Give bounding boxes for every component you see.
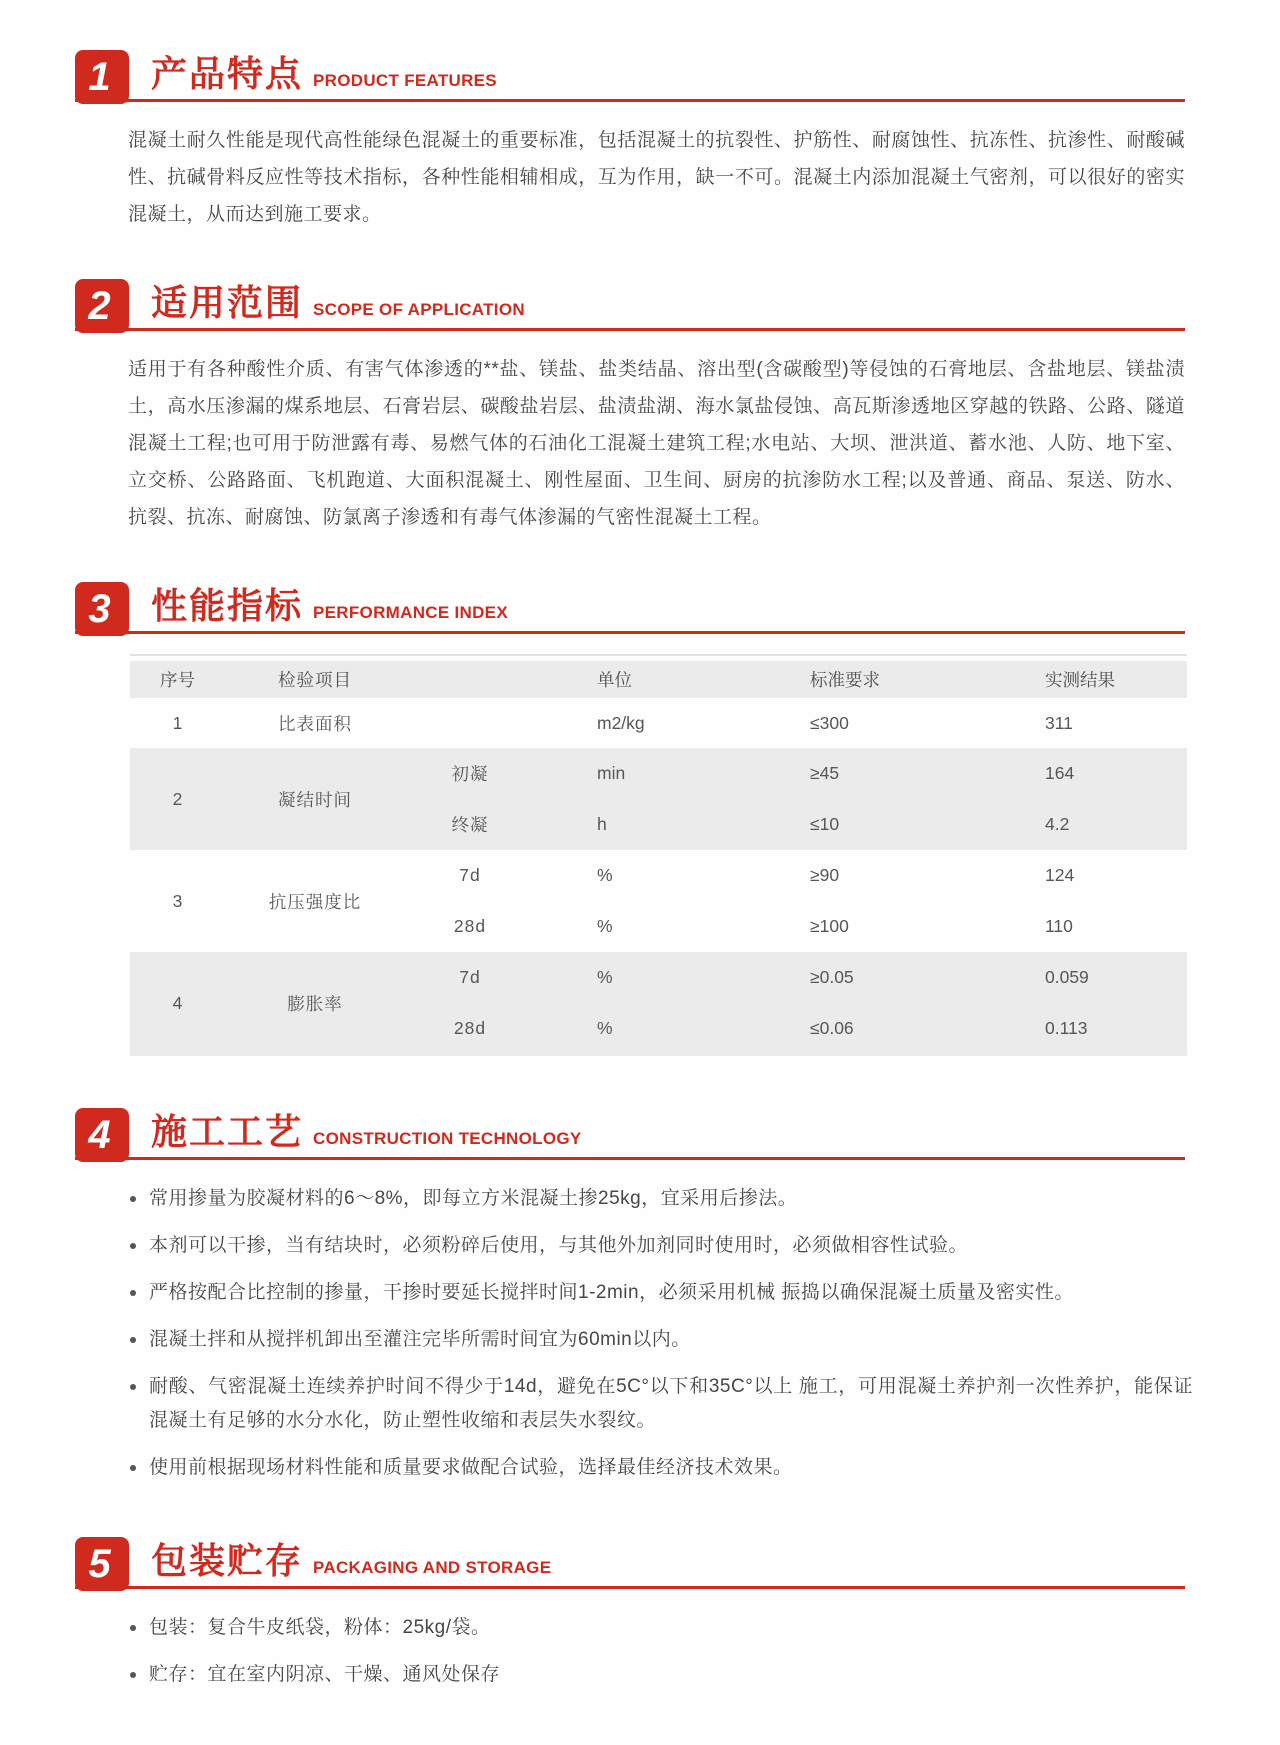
features-paragraph: 混凝土耐久性能是现代高性能绿色混凝土的重要标准，包括混凝土的抗裂性、护筋性、耐腐蚀性、抗冻性、抗渗性、耐酸碱性、抗碱骨料反应性等技术指标，各种性能相辅相成，互为作用，缺一不可。混凝土内添加混凝土气密剂，可以很好的密实混凝土，从而达到施工要求。 [128,130,1185,225]
cell-requirement: ≤10 [810,814,840,834]
section-header [75,279,1185,331]
section-subtitle: SCOPE OF APPLICATION [313,300,525,319]
table-header-sub [405,661,535,698]
section-title: 包装贮存 [151,1540,304,1581]
section-titles [151,1111,582,1157]
section-number-badge: 4 [75,1108,129,1162]
table-row [130,850,1187,952]
cell-sub: 7d [459,865,481,885]
cell-requirement: ≥90 [810,865,840,885]
table-row [130,952,1187,1054]
cell-sub: 7d [459,967,481,987]
cell-sub: 28d [453,1018,487,1038]
bullet-item: 贮存：宜在室内阴凉、干燥、通风处保存 [128,1658,1193,1692]
scope-paragraph: 适用于有各种酸性介质、有害气体渗透的**盐、镁盐、盐类结晶、溶出型(含碳酸型)等侵蚀的石膏地层、含盐地层、镁盐渍土，高水压渗漏的煤系地层、石膏岩层、碳酸盐岩层、盐渍盐湖、海水氯盐侵蚀、高瓦斯渗透地区穿越的铁路、公路、隧道混凝土工程;也可用于防泄露有毒、易燃气体的石油化工混凝土建筑工程;水电站、大坝、泄洪道、蓄水池、人防、地下室、立交桥、公路路面、飞机跑道、大面积混凝土、刚性屋面、卫生间、厨房的抗渗防水工程;以及普通、商品、泵送、防水、抗裂、抗冻、耐腐蚀、防氯离子渗透和有毒气体渗漏的气密性混凝土工程。 [128,359,1185,528]
cell-item: 凝结时间 [278,789,352,810]
cell-result: 0.059 [1045,967,1089,987]
cell-result: 311 [1045,712,1073,733]
cell-requirement: ≤300 [810,712,849,733]
table-header-no: 序号 [160,670,195,690]
cell-no: 2 [172,788,183,809]
table-row [130,698,1187,748]
cell-result: 0.113 [1045,1018,1088,1038]
cell-unit: m2/kg [597,712,645,733]
cell-no: 3 [172,890,183,911]
section-titles [151,1540,552,1586]
cell-no: 1 [172,712,183,733]
cell-sub: 终凝 [451,815,489,835]
cell-unit: % [597,916,613,936]
section-titles [151,53,497,99]
section-scope-of-application [75,279,1185,536]
section-product-features [75,50,1185,233]
cell-requirement: ≥45 [810,763,840,783]
table-row [130,748,1187,850]
cell-result: 164 [1045,763,1075,783]
cell-unit: % [597,1018,613,1038]
section-number-badge: 5 [75,1537,129,1591]
section-title: 适用范围 [151,282,304,323]
bullet-item: 混凝土拌和从搅拌机卸出至灌注完毕所需时间宜为60min以内。 [128,1323,1193,1357]
table-header-result: 实测结果 [1045,670,1115,690]
section-title: 产品特点 [151,53,304,94]
performance-table [130,654,1187,1056]
cell-result: 124 [1045,865,1075,885]
section-header [75,582,1185,634]
section-number-badge: 1 [75,50,129,104]
table-header-item: 检验项目 [278,670,352,690]
cell-unit: % [597,967,613,987]
section-packaging-and-storage [75,1537,1185,1692]
cell-requirement: ≥0.05 [810,967,854,987]
section-number-badge: 3 [75,582,129,636]
cell-unit: h [597,814,607,834]
table-header-row [130,661,1187,698]
section-subtitle: PERFORMANCE INDEX [313,603,508,622]
bullet-item: 包装：复合牛皮纸袋，粉体：25kg/袋。 [128,1611,1193,1645]
bullet-item: 本剂可以干掺，当有结块时，必须粉碎后使用，与其他外加剂同时使用时，必须做相容性试验。 [128,1229,1193,1263]
construction-bullet-list [128,1182,1193,1485]
section-title: 施工工艺 [151,1111,304,1152]
section-construction-technology [75,1108,1193,1485]
cell-result: 4.2 [1045,814,1070,834]
bullet-item: 使用前根据现场材料性能和质量要求做配合试验，选择最佳经济技术效果。 [128,1451,1193,1485]
cell-item: 比表面积 [278,713,352,734]
section-performance-index [75,582,1185,1056]
cell-sub: 28d [453,916,487,936]
cell-unit: min [597,763,626,783]
cell-result: 110 [1045,916,1073,936]
section-subtitle: PACKAGING AND STORAGE [313,1558,552,1577]
bullet-item: 常用掺量为胶凝材料的6～8%，即每立方米混凝土掺25kg，宜采用后掺法。 [128,1182,1193,1216]
section-title: 性能指标 [151,585,304,626]
section-titles [151,585,508,631]
cell-unit: % [597,865,613,885]
cell-requirement: ≤0.06 [810,1018,854,1038]
section-number-badge: 2 [75,279,129,333]
cell-sub [405,698,535,748]
section-header [75,50,1185,102]
section-subtitle: PRODUCT FEATURES [313,71,497,90]
cell-sub: 初凝 [451,764,489,784]
bullet-item: 耐酸、气密混凝土连续养护时间不得少于14d，避免在5C°以下和35C°以上 施工，可用混凝土养护剂一次性养护，能保证混凝土有足够的水分水化，防止塑性收缩和表层失水裂纹。 [128,1370,1193,1438]
table-header-requirement: 标准要求 [810,670,880,690]
bullet-item: 严格按配合比控制的掺量，干掺时要延长搅拌时间1-2min，必须采用机械 振捣以确保混凝土质量及密实性。 [128,1276,1193,1310]
cell-item: 抗压强度比 [268,891,362,912]
section-header [75,1537,1185,1589]
packaging-bullet-list [128,1611,1193,1692]
section-subtitle: CONSTRUCTION TECHNOLOGY [313,1129,582,1148]
cell-no: 4 [172,992,183,1013]
section-header [75,1108,1185,1160]
table-header-unit: 单位 [597,670,632,690]
section-titles [151,282,525,328]
cell-item: 膨胀率 [287,993,343,1014]
cell-requirement: ≥100 [810,916,849,936]
